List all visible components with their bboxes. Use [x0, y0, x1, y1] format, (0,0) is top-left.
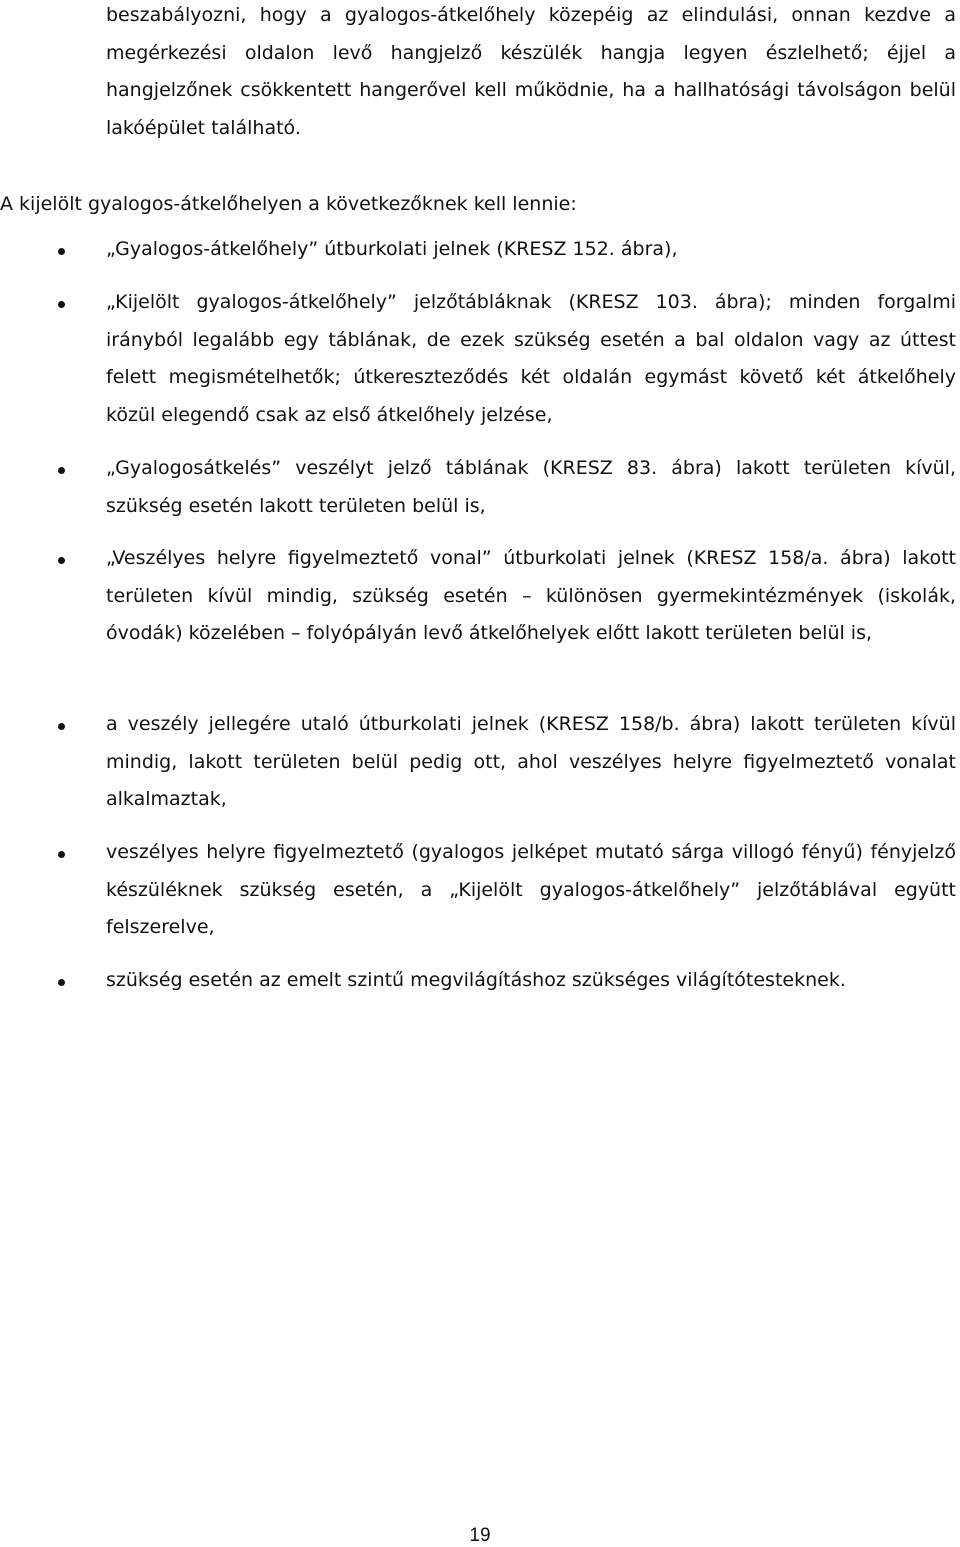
- continuation-paragraph: beszabályozni, hogy a gyalogos-átkelőhely közepéig az elindulási, onnan kezdve a megérkezési oldalon levő hangjelző készülék hangja legyen észlelhető; éjjel a hangjelzőnek csökkentett hangerővel kell működnie, ha a hallhatósági távolságon belül lakóépület található.: [106, 4, 956, 139]
- bullet-icon: [58, 723, 65, 730]
- bullet-icon: [58, 557, 65, 564]
- list-item-text: veszélyes helyre figyelmeztető (gyalogos jelképet mutató sárga villogó fényű) fényjelző készüléknek szükség esetén, a „Kijelölt gyalogos-átkelőhely” jelzőtáblával együtt felszerelve,: [106, 841, 956, 939]
- list-item-text: „Kijelölt gyalogos-átkelőhely” jelzőtábláknak (KRESZ 103. ábra); minden forgalmi irányból legalább egy táblának, de ezek szükség esetén a bal oldalon vagy az úttest felett megismételhetők; útkereszteződés két oldalán egymást követő két átkelőhely közül elegendő csak az első átkelőhely jelzése,: [106, 291, 956, 426]
- intro-paragraph: A kijelölt gyalogos-átkelőhelyen a következőknek kell lennie:: [0, 193, 577, 215]
- list-item-text: a veszély jellegére utaló útburkolati jelnek (KRESZ 158/b. ábra) lakott területen kívül mindig, lakott területen belül pedig ott, ahol veszélyes helyre figyelmeztető vonalat alkalmaztak,: [106, 713, 956, 811]
- bullet-icon: [58, 851, 65, 858]
- bullet-icon: [58, 248, 65, 255]
- page-number: 19: [469, 1525, 491, 1546]
- list-item-text: „Veszélyes helyre figyelmeztető vonal” útburkolati jelnek (KRESZ 158/a. ábra) lakott területen kívül mindig, szükség esetén – különösen gyermekintézmények (iskolák, óvodák) közelében – folyópályán levő átkelőhelyek előtt lakott területen belül is,: [106, 547, 956, 645]
- bullet-icon: [58, 467, 65, 474]
- list-item-text: „Gyalogosátkelés” veszélyt jelző táblának (KRESZ 83. ábra) lakott területen kívül, szükség esetén lakott területen belül is,: [106, 457, 956, 517]
- bullet-icon: [58, 301, 65, 308]
- list-item-text: „Gyalogos-átkelőhely” útburkolati jelnek (KRESZ 152. ábra),: [106, 238, 678, 260]
- list-item-text: szükség esetén az emelt szintű megvilágításhoz szükséges világítótesteknek.: [106, 969, 846, 991]
- bullet-icon: [58, 979, 65, 986]
